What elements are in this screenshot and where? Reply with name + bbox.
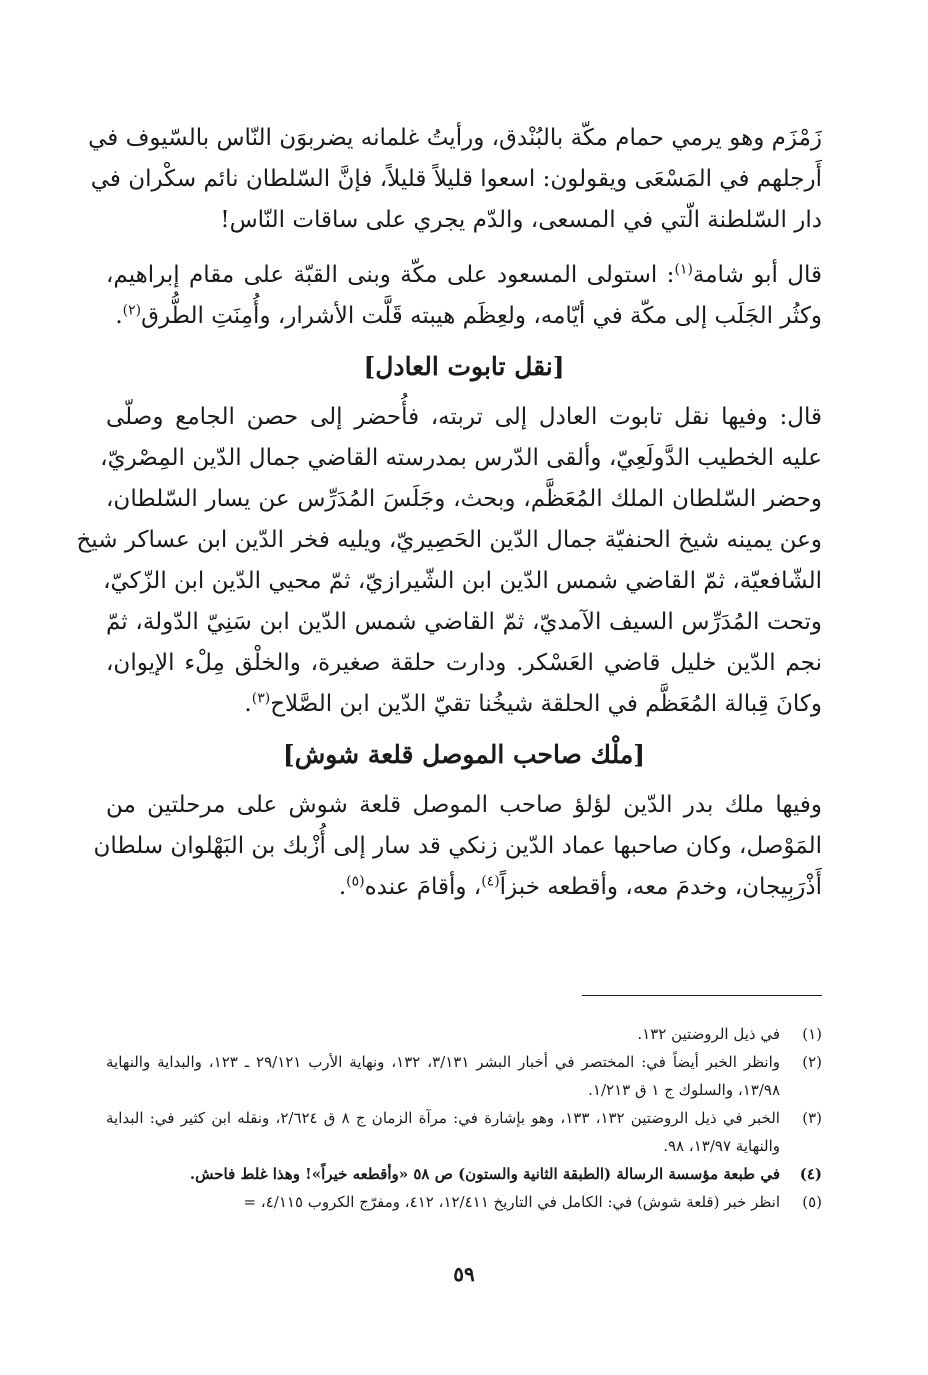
page-body	[76, 118, 822, 908]
text-line: المَوْصل، وكان صاحبها عماد الدّين زنكي قد سار إلى أُزْبك بن البَهْلوان سلطان	[93, 833, 822, 859]
footnote-item	[106, 1160, 822, 1188]
text-segment: وكثُر الجَلَب إلى مكّة في أيّامه، ولعِظَم هيبته قَلَّت الأشرار، وأُمِنَتِ الطُّرق	[141, 303, 822, 329]
text-line: دار السّلطنة الّتي في المسعى، والدّم يجري على ساقات النّاس!	[220, 207, 822, 233]
footnote-number: (٤)	[799, 1165, 822, 1183]
text-line: عليه الخطيب الدَّولَعِيّ، وألقى الدّرس بمدرسته القاضي جمال الدّين المِصْريّ،	[100, 445, 822, 471]
footnote-ref: (٣)	[251, 690, 271, 707]
paragraph-adil	[76, 397, 822, 725]
text-line	[106, 684, 822, 725]
text-segment: قال أبو شامة	[692, 262, 822, 288]
footnote-number: (٣)	[802, 1109, 822, 1127]
paragraph-mosul	[93, 785, 822, 908]
footnote-ref: (٢)	[122, 302, 142, 319]
text-line: وحضر السّلطان الملك المُعَظَّم، وبحث، وجَلَسَ المُدَرِّس عن يسار السّلطان،	[106, 486, 822, 512]
section-heading-adil: [نقل تابوت العادل]	[363, 352, 565, 381]
text-line: أَرجلهم في المَسْعَى ويقولون: اسعوا قليلاً قليلاً، فإنَّ السّلطان نائم سكْران في	[90, 166, 822, 192]
text-line: نجم الدّين خليل قاضي العَسْكر. ودارت حلقة صغيرة، والخلْق مِلْء الإيوان،	[106, 650, 822, 676]
footnote-ref: (١)	[674, 261, 693, 278]
text-line	[106, 867, 822, 908]
text-segment: .	[115, 303, 123, 329]
text-line: الشّافعيّة، ثمّ القاضي شمس الدّين ابن الشّيرازيّ، ثمّ محيي الدّين ابن الزّكيّ،	[103, 568, 822, 594]
footnotes	[106, 1020, 822, 1216]
text-segment: ، وأقامَ عنده	[364, 874, 482, 900]
footnote-item	[106, 1104, 822, 1160]
footnote-text: وانظر الخبر أيضاً في: المختصر في أخبار البشر ٣/١٣١، ١٣٢، ونهاية الأرب ٢٩/١٢١ ـ ١٢٣، والبداية والنهاية ١٣/٩٨، والسلوك ج ١ ق ١/٢١٣.	[106, 1053, 780, 1099]
footnote-text: الخبر في ذيل الروضتين ١٣٢، ١٣٣، وهو بإشارة في: مرآة الزمان ج ٨ ق ٢/٦٢٤، ونقله ابن كثير في: البداية والنهاية ١٣/٩٧، ٩٨.	[106, 1109, 780, 1155]
text-line	[106, 296, 822, 337]
text-line: وعن يمينه شيخ الحنفيّة جمال الدّين الحَصِيريّ، ويليه فخر الدّين ابن عساكر شيخ	[76, 527, 822, 553]
text-segment: وكانَ قِبالة المُعَظَّم في الحلقة شيخُنا تقيّ الدّين ابن الصَّلاح	[270, 691, 822, 717]
footnote-item	[106, 1048, 822, 1104]
footnote-text: انظر خبر (قلعة شوش) في: الكامل في التاريخ ١٢/٤١١، ٤١٢، ومفرّج الكروب ٤/١١٥، =	[243, 1193, 780, 1211]
footnote-text: في طبعة مؤسسة الرسالة (الطبقة الثانية والستون) ص ٥٨ «وأقطعه خيراً»! وهذا غلط فاحش.	[189, 1165, 780, 1183]
footnote-item	[106, 1020, 822, 1048]
paragraph-zamzam	[88, 118, 822, 241]
footnote-number: (٥)	[802, 1193, 822, 1211]
text-line: وفيها ملك بدر الدّين لؤلؤ صاحب الموصل قلعة شوش على مرحلتين من	[106, 792, 822, 818]
paragraph-abu-shama	[106, 255, 822, 337]
text-line	[106, 255, 822, 296]
footnote-text: في ذيل الروضتين ١٣٢.	[637, 1025, 780, 1043]
text-segment: أَذْرَبِيجان، وخدمَ معه، وأقطعه خبزاً	[499, 874, 822, 900]
text-line: قال: وفيها نقل تابوت العادل إلى تربته، فأُحضر إلى حصن الجامع وصلّى	[106, 404, 822, 430]
footnote-number: (١)	[802, 1025, 822, 1043]
footnote-number: (٢)	[802, 1053, 822, 1071]
text-segment: .	[338, 874, 347, 900]
text-segment: .	[244, 691, 252, 717]
text-line: زَمْزَم وهو يرمي حمام مكّة بالبُنْدق، ورأيتُ غلمانه يضربوَن النّاس بالسّيوف في	[88, 125, 822, 151]
footnote-ref: (٤)	[481, 873, 500, 890]
footnote-separator	[582, 995, 822, 996]
text-line: وتحت المُدَرِّس السيف الآمديّ، ثمّ القاضي شمس الدّين ابن سَنِيّ الدّولة، ثمّ	[106, 609, 822, 635]
footnote-item	[106, 1188, 822, 1216]
page-number: ٥٩	[453, 1262, 475, 1286]
section-heading-mosul: [ملْك صاحب الموصل قلعة شوش]	[282, 740, 646, 769]
footnote-ref: (٥)	[346, 873, 365, 890]
text-segment: : استولى المسعود على مكّة وبنى القبّة على مقام إبراهيم،	[106, 262, 675, 288]
